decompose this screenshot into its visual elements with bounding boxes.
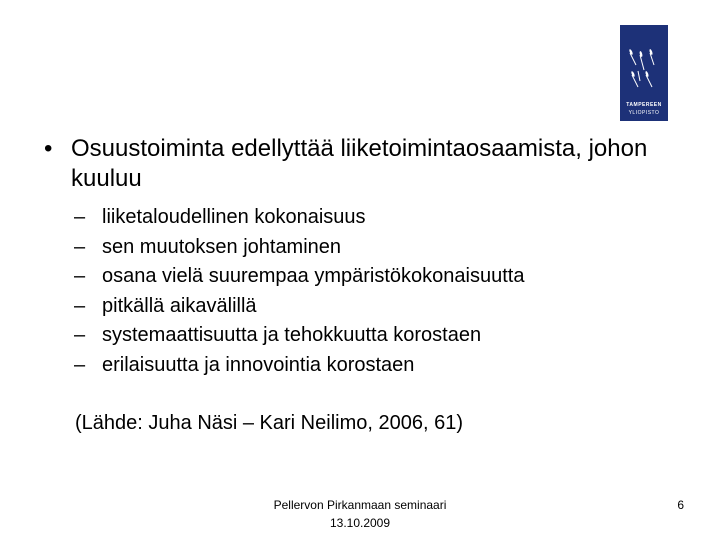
- dash-icon: –: [74, 324, 86, 347]
- footer-title: Pellervon Pirkanmaan seminaari: [273, 498, 447, 512]
- list-item: [74, 292, 524, 322]
- list-item-text: osana vielä suurempaa ympäristökokonaisuutta: [102, 265, 525, 288]
- dash-icon: –: [74, 353, 86, 376]
- bullet-icon: •: [44, 135, 53, 162]
- university-logo: [620, 25, 668, 121]
- main-content: [44, 134, 684, 194]
- list-item-text: pitkällä aikavälillä: [102, 294, 257, 317]
- dash-icon: –: [74, 206, 86, 228]
- list-item-text: liiketaloudellinen kokonaisuus: [102, 206, 366, 228]
- main-bullet-text: Osuustoiminta edellyttää liiketoimintaosaamista, johon kuuluu: [71, 135, 648, 192]
- footer: [210, 496, 510, 532]
- logo-text-line1: TAMPEREEN: [626, 102, 662, 108]
- logo-text-line2: YLIOPISTO: [628, 110, 660, 116]
- source-citation: (Lähde: Juha Näsi – Kari Neilimo, 2006, 61): [75, 412, 463, 434]
- page-number: 6: [677, 498, 684, 512]
- list-item: [74, 262, 524, 292]
- main-bullet: [44, 134, 684, 194]
- list-item-text: systemaattisuutta ja tehokkuutta korostaen: [102, 324, 482, 347]
- list-item: [74, 233, 524, 263]
- dash-icon: –: [74, 235, 86, 258]
- wheat-emblem-icon: [620, 25, 668, 105]
- list-item: [74, 351, 524, 381]
- dash-icon: –: [74, 294, 86, 317]
- list-item: [74, 321, 524, 351]
- list-item-text: sen muutoksen johtaminen: [102, 235, 342, 258]
- list-item-text: erilaisuutta ja innovointia korostaen: [102, 353, 415, 376]
- list-item: [74, 203, 524, 233]
- dash-icon: –: [74, 265, 86, 288]
- sub-bullet-list: [74, 203, 524, 381]
- footer-date: 13.10.2009: [329, 516, 391, 530]
